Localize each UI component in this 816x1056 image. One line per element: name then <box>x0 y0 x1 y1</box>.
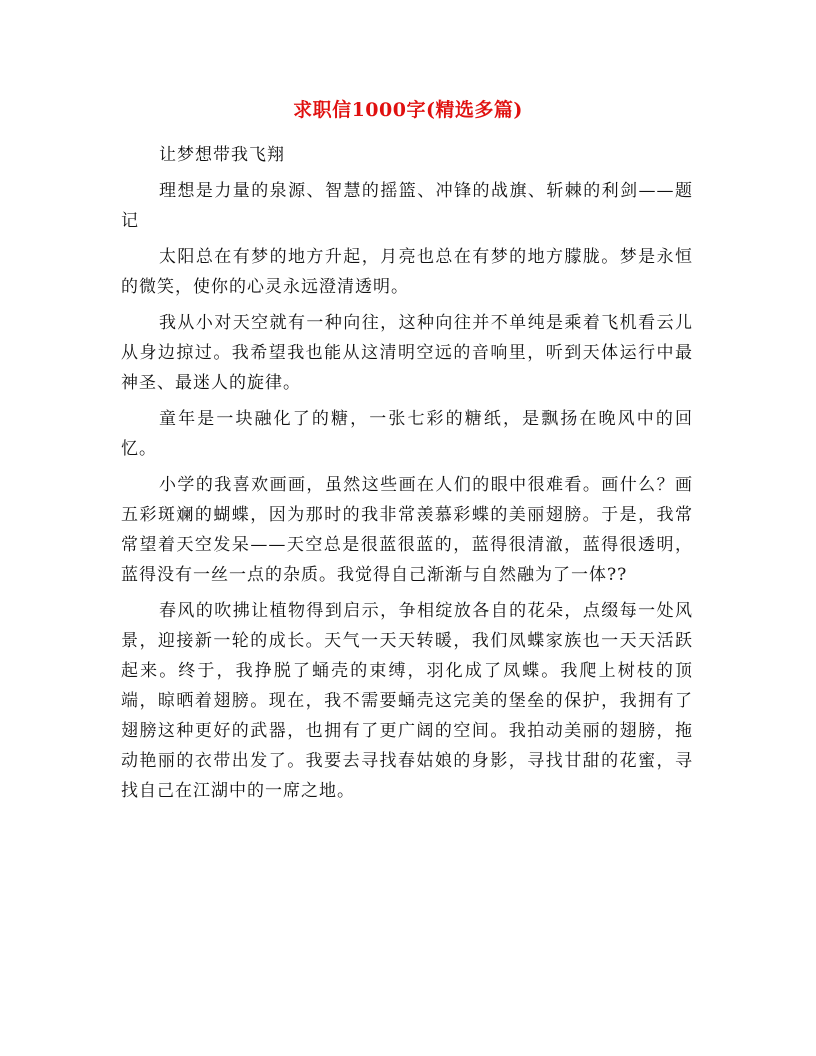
paragraph: 春风的吹拂让植物得到启示，争相绽放各自的花朵，点缀每一处风景，迎接新一轮的成长。天气一天天转暖，我们凤蝶家族也一天天活跃起来。终于，我挣脱了蛹壳的束缚，羽化成了凤蝶。我爬上树枝的顶端，晾晒着翅膀。现在，我不需要蛹壳这完美的堡垒的保护，我拥有了翅膀这种更好的武器，也拥有了更广阔的空间。我拍动美丽的翅膀，拖动艳丽的衣带出发了。我要去寻找春姑娘的身影，寻找甘甜的花蜜，寻找自己在江湖中的一席之地。 <box>121 601 693 801</box>
paragraph-subtitle: 让梦想带我飞翔 <box>159 145 285 165</box>
paragraph: 小学的我喜欢画画，虽然这些画在人们的眼中很难看。画什么？画五彩斑斓的蝴蝶，因为那时的我非常羡慕彩蝶的美丽翅膀。于是，我常常望着天空发呆——天空总是很蓝很蓝的，蓝得很清澈，蓝得很透明，蓝得没有一丝一点的杂质。我觉得自己渐渐与自然融为了一体?? <box>121 475 693 585</box>
paragraph: 我从小对天空就有一种向往，这种向往并不单纯是乘着飞机看云儿从身边掠过。我希望我也能从这清明空远的音响里，听到天体运行中最神圣、最迷人的旋律。 <box>121 313 693 393</box>
paragraph: 太阳总在有梦的地方升起，月亮也总在有梦的地方朦胧。梦是永恒的微笑，使你的心灵永远澄清透明。 <box>121 247 693 297</box>
document-title: 求职信1000字(精选多篇) <box>293 99 523 121</box>
paragraph: 童年是一块融化了的糖，一张七彩的糖纸，是飘扬在晚风中的回忆。 <box>121 409 693 459</box>
document-body <box>121 140 693 812</box>
paragraph-epigraph: 理想是力量的泉源、智慧的摇篮、冲锋的战旗、斩棘的利剑——题记 <box>121 181 693 231</box>
